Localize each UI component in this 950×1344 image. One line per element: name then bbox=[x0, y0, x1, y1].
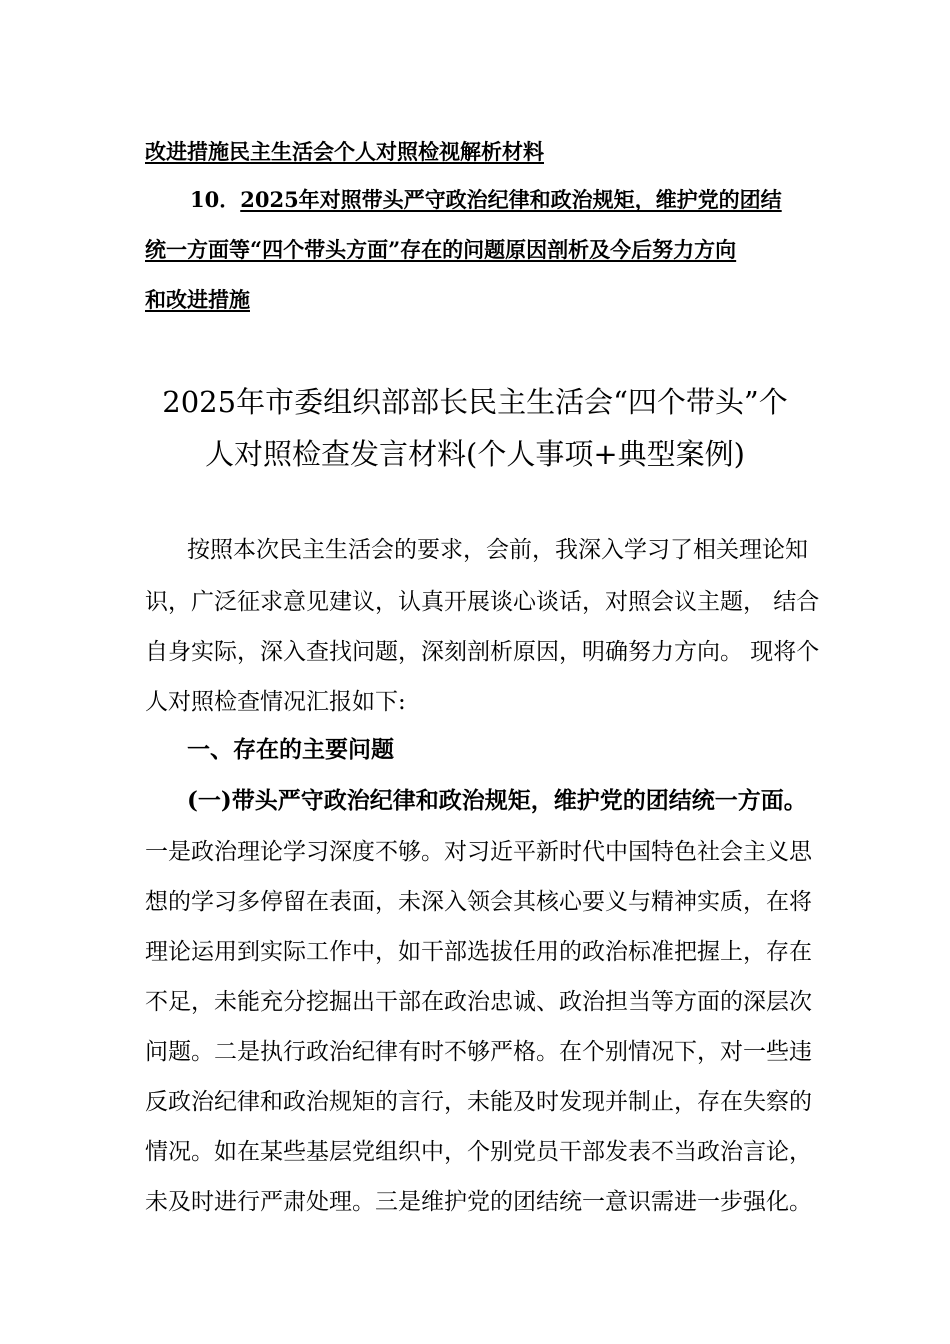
body-line-5: 问题。二是执行政治纪律有时不够严格。在个别情况下，对一些违 bbox=[145, 1039, 812, 1065]
toc-link-item-10-part1[interactable]: 2025年对照带头严守政治纪律和政治规矩，维护党的团结 bbox=[240, 187, 782, 212]
toc-link-item-10-part2[interactable]: 统一方面等“四个带头方面”存在的问题原因剖析及今后努力方向 bbox=[145, 237, 737, 262]
toc-item-number: 10． bbox=[190, 187, 241, 212]
section-heading: 一、存在的主要问题 bbox=[187, 736, 394, 763]
document-title-line2: 人对照检查发言材料(个人事项+典型案例) bbox=[205, 437, 745, 471]
toc-item-10-line2[interactable] bbox=[145, 236, 736, 264]
toc-link-previous-item[interactable]: 改进措施民主生活会个人对照检视解析材料 bbox=[145, 139, 544, 164]
body-line-6: 反政治纪律和政治规矩的言行，未能及时发现并制止，存在失察的 bbox=[145, 1089, 812, 1115]
body-line-1: 一是政治理论学习深度不够。对习近平新时代中国特色社会主义思 bbox=[145, 839, 812, 865]
body-line-4: 不足，未能充分挖掘出干部在政治忠诚、政治担当等方面的深层次 bbox=[145, 989, 812, 1015]
document-title-line1: 2025年市委组织部部长民主生活会“四个带头”个 bbox=[162, 385, 788, 419]
body-line-2: 想的学习多停留在表面，未深入领会其核心要义与精神实质，在将 bbox=[145, 889, 812, 915]
body-line-3: 理论运用到实际工作中，如干部选拔任用的政治标准把握上，存在 bbox=[145, 939, 812, 965]
body-line-8: 未及时进行严肃处理。三是维护党的团结统一意识需进一步强化。 bbox=[145, 1189, 812, 1215]
toc-item-10-line3[interactable] bbox=[145, 286, 250, 314]
body-line-7: 情况。如在某些基层党组织中，个别党员干部发表不当政治言论， bbox=[145, 1139, 812, 1165]
subsection-heading: (一)带头严守政治纪律和政治规矩，维护党的团结统一方面。 bbox=[187, 787, 807, 814]
intro-line-2: 识，广泛征求意见建议，认真开展谈心谈话，对照会议主题， 结合 bbox=[145, 589, 820, 615]
toc-link-line[interactable] bbox=[145, 138, 544, 166]
intro-line-3: 自身实际，深入查找问题，深刻剖析原因，明确努力方向。 现将个 bbox=[145, 639, 820, 665]
toc-link-item-10-part3[interactable]: 和改进措施 bbox=[145, 287, 250, 312]
intro-line-1: 按照本次民主生活会的要求，会前，我深入学习了相关理论知 bbox=[187, 537, 808, 563]
toc-item-10[interactable] bbox=[190, 186, 782, 214]
intro-line-4: 人对照检查情况汇报如下: bbox=[145, 689, 406, 715]
